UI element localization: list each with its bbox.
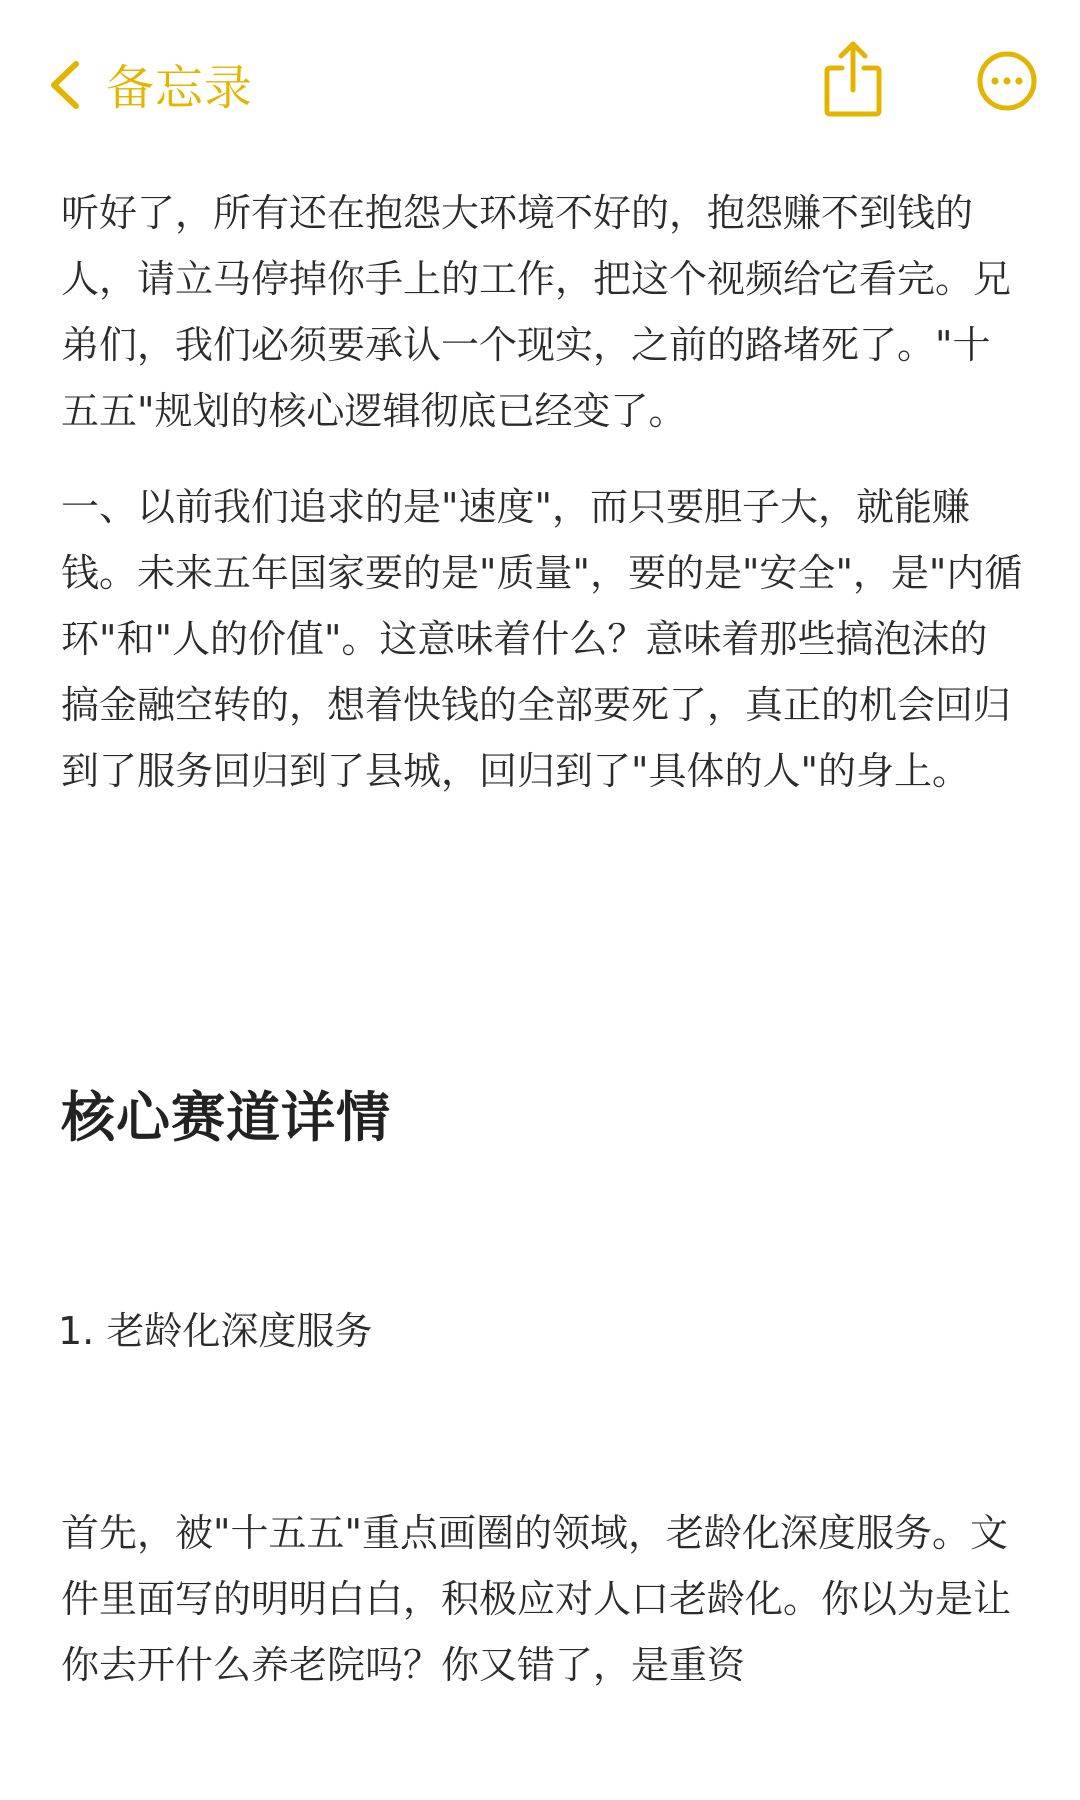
note-heading: 核心赛道详情 <box>61 1086 391 1149</box>
back-button[interactable] <box>40 48 253 118</box>
note-paragraph: 听好了，所有还在抱怨大环境不好的，抱怨赚不到钱的人，请立马停掉你手上的工作，把这个视频给它看完。兄弟们，我们必须要承认一个现实，之前的路堵死了。"十五五"规划的核心逻辑彻底已经变了。 <box>61 191 1012 433</box>
share-icon[interactable] <box>822 38 884 120</box>
more-icon[interactable] <box>976 50 1038 112</box>
note-paragraph: 一、以前我们追求的是"速度"，而只要胆子大，就能赚钱。未来五年国家要的是"质量"，要的是"安全"，是"内循环"和"人的价值"。这意味着什么？意味着那些搞泡沫的搞金融空转的，想着快钱的全部要死了，真正的机会回归到了服务回归到了县城，回归到了"具体的人"的身上。 <box>61 485 1023 793</box>
note-paragraph: 首先，被"十五五"重点画圈的领域，老龄化深度服务。文件里面写的明明白白，积极应对人口老龄化。你以为是让你去开什么养老院吗？你又错了，是重资 <box>61 1511 1012 1687</box>
note-subheading: 1. 老龄化深度服务 <box>58 1309 373 1353</box>
note-body[interactable] <box>61 180 1025 804</box>
chevron-left-icon <box>40 48 98 118</box>
back-label: 备忘录 <box>106 59 254 116</box>
navigation-bar <box>0 0 1080 170</box>
